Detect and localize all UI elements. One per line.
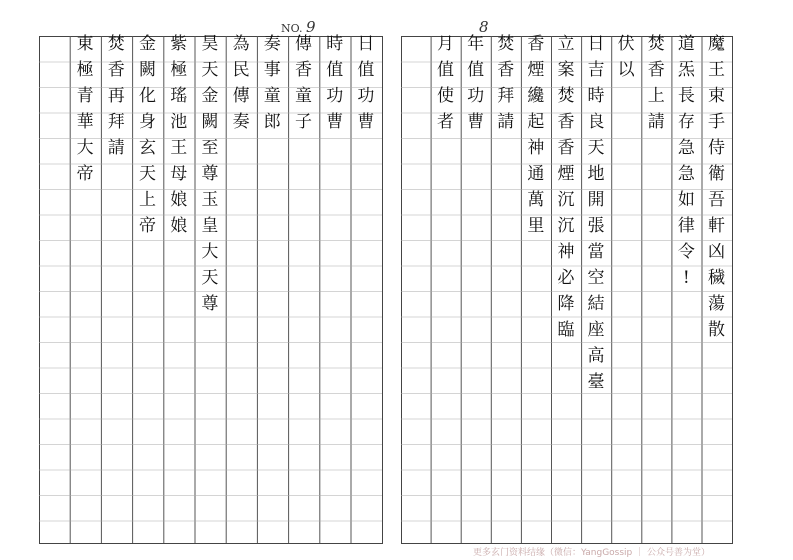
- left-column-7: 紫 極 瑤 池 王 母 娘 娘: [170, 34, 188, 236]
- left-column-8: 金 闕 化 身 玄 天 上 帝: [139, 34, 156, 236]
- footer-credit: 更多玄门资料结缘（微信：YangGossip ｜ 公众号善为堂）: [473, 548, 710, 558]
- right-page-number: 8: [479, 18, 489, 36]
- right-column-1: 魔 王 束 手 侍 衛 吾 軒 凶 穢 蕩 散: [707, 34, 725, 340]
- left-column-2: 時 值 功 曹: [326, 34, 344, 132]
- left-column-6: 昊 天 金 闕 至 尊 玉 皇 大 天 尊: [201, 34, 219, 314]
- left-column-5: 為 民 傳 奏: [232, 34, 250, 132]
- right-column-4: 伏 以: [617, 34, 635, 80]
- left-column-3: 傳 香 童 子: [295, 34, 312, 132]
- left-column-4: 奏 事 童 郎: [263, 34, 281, 132]
- right-column-2: 道 炁 長 存 急 急 如 律 令 !: [677, 34, 695, 288]
- right-column-5: 日 吉 時 良 天 地 開 張 當 空 結 座 高 臺: [587, 34, 605, 392]
- left-column-1: 日 值 功 曹: [357, 34, 375, 132]
- right-column-9: 年 值 功 曹: [467, 34, 485, 132]
- left-column-10: 東 極 青 華 大 帝: [76, 34, 94, 184]
- right-column-8: 焚 香 拜 請: [497, 34, 515, 132]
- left-column-9: 焚 香 再 拜 請: [107, 34, 125, 158]
- right-column-3: 焚 香 上 請: [647, 34, 665, 132]
- right-column-7: 香 煙 纔 起 神 通 萬 里: [527, 34, 545, 236]
- left-page-number: NO. 9: [281, 18, 316, 36]
- right-column-10: 月 值 使 者: [437, 34, 455, 132]
- right-column-6: 立 案 焚 香 香 煙 沉 沉 神 必 降 臨: [557, 34, 575, 340]
